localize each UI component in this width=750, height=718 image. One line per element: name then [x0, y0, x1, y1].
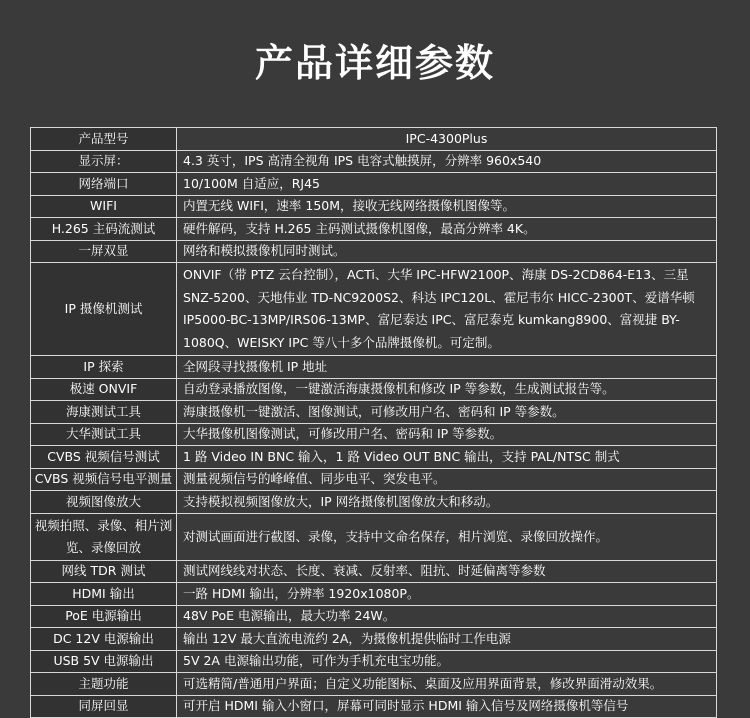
table-row	[31, 446, 717, 469]
table-row	[31, 173, 717, 196]
table-row	[31, 491, 717, 514]
table-row	[31, 560, 717, 583]
table-row	[31, 263, 717, 356]
spec-value: IPC-4300Plus	[177, 128, 717, 151]
table-row	[31, 401, 717, 424]
table-row	[31, 583, 717, 606]
spec-value: 一路 HDMI 输出，分辨率 1920x1080P。	[177, 583, 717, 606]
spec-value: 测试网线线对状态、长度、衰减、反射率、阻抗、时延偏离等参数	[177, 560, 717, 583]
spec-label: 同屏回显	[31, 695, 177, 718]
spec-label: H.265 主码流测试	[31, 218, 177, 241]
table-row	[31, 628, 717, 651]
spec-label: DC 12V 电源输出	[31, 628, 177, 651]
spec-label: 网线 TDR 测试	[31, 560, 177, 583]
spec-table	[30, 127, 717, 718]
spec-value: 1 路 Video IN BNC 输入，1 路 Video OUT BNC 输出，支持 PAL/NTSC 制式	[177, 446, 717, 469]
spec-value: 大华摄像机图像测试，可修改用户名、密码和 IP 等参数。	[177, 423, 717, 446]
table-row	[31, 513, 717, 560]
spec-label: CVBS 视频信号电平测量	[31, 468, 177, 491]
spec-value: 测量视频信号的峰峰值、同步电平、突发电平。	[177, 468, 717, 491]
spec-label: CVBS 视频信号测试	[31, 446, 177, 469]
spec-label: 网络端口	[31, 173, 177, 196]
spec-value: 输出 12V 最大直流电流约 2A，为摄像机提供临时工作电源	[177, 628, 717, 651]
spec-label: IP 探索	[31, 356, 177, 379]
table-row	[31, 356, 717, 379]
spec-label: 视频拍照、录像、相片浏览、录像回放	[31, 513, 177, 560]
spec-label: HDMI 输出	[31, 583, 177, 606]
table-row	[31, 605, 717, 628]
table-row	[31, 240, 717, 263]
spec-value: 4.3 英寸，IPS 高清全视角 IPS 电容式触摸屏，分辨率 960x540	[177, 150, 717, 173]
spec-label: USB 5V 电源输出	[31, 650, 177, 673]
spec-label: IP 摄像机测试	[31, 263, 177, 356]
spec-value: 可选精简/普通用户界面；自定义功能图标、桌面及应用界面背景，修改界面滑动效果。	[177, 673, 717, 696]
spec-label: 主题功能	[31, 673, 177, 696]
spec-value: 海康摄像机一键激活、图像测试，可修改用户名、密码和 IP 等参数。	[177, 401, 717, 424]
table-row	[31, 423, 717, 446]
spec-value: 10/100M 自适应，RJ45	[177, 173, 717, 196]
spec-label: 显示屏：	[31, 150, 177, 173]
table-row	[31, 650, 717, 673]
table-row	[31, 218, 717, 241]
table-row	[31, 695, 717, 718]
spec-label: 一屏双显	[31, 240, 177, 263]
spec-value: 支持模拟视频图像放大，IP 网络摄像机图像放大和移动。	[177, 491, 717, 514]
table-row	[31, 128, 717, 151]
table-row	[31, 468, 717, 491]
spec-label: 极速 ONVIF	[31, 378, 177, 401]
spec-label: 视频图像放大	[31, 491, 177, 514]
spec-label: PoE 电源输出	[31, 605, 177, 628]
table-row	[31, 195, 717, 218]
spec-label: WIFI	[31, 195, 177, 218]
spec-value: ONVIF（带 PTZ 云台控制），ACTi、大华 IPC-HFW2100P、海康 DS-2CD864-E13、三星 SNZ-5200、天地伟业 TD-NC9200S2、科达 IPC120L、霍尼韦尔 HICC-2300T、爱谱华顿 IP5000-BC-13MP/IRS06-13MP、富尼泰达 IPC、富尼泰克 kumkang8900、富视捷 BY-1080Q、WEISKY IPC 等八十多个品牌摄像机。可定制。	[177, 263, 717, 356]
spec-value: 可开启 HDMI 输入小窗口，屏幕可同时显示 HDMI 输入信号及网络摄像机等信号	[177, 695, 717, 718]
spec-label: 产品型号	[31, 128, 177, 151]
spec-label: 海康测试工具	[31, 401, 177, 424]
spec-value: 48V PoE 电源输出，最大功率 24W。	[177, 605, 717, 628]
table-row	[31, 673, 717, 696]
spec-value: 5V 2A 电源输出功能，可作为手机充电宝功能。	[177, 650, 717, 673]
spec-value: 内置无线 WIFI，速率 150M，接收无线网络摄像机图像等。	[177, 195, 717, 218]
page-title: 产品详细参数	[254, 41, 495, 85]
spec-value: 硬件解码，支持 H.265 主码测试摄像机图像，最高分辨率 4K。	[177, 218, 717, 241]
spec-label: 大华测试工具	[31, 423, 177, 446]
table-row	[31, 378, 717, 401]
spec-value: 自动登录播放图像，一键激活海康摄像机和修改 IP 等参数，生成测试报告等。	[177, 378, 717, 401]
spec-value: 全网段寻找摄像机 IP 地址	[177, 356, 717, 379]
table-row	[31, 150, 717, 173]
spec-value: 对测试画面进行截图、录像，支持中文命名保存，相片浏览、录像回放操作。	[177, 513, 717, 560]
spec-value: 网络和模拟摄像机同时测试。	[177, 240, 717, 263]
